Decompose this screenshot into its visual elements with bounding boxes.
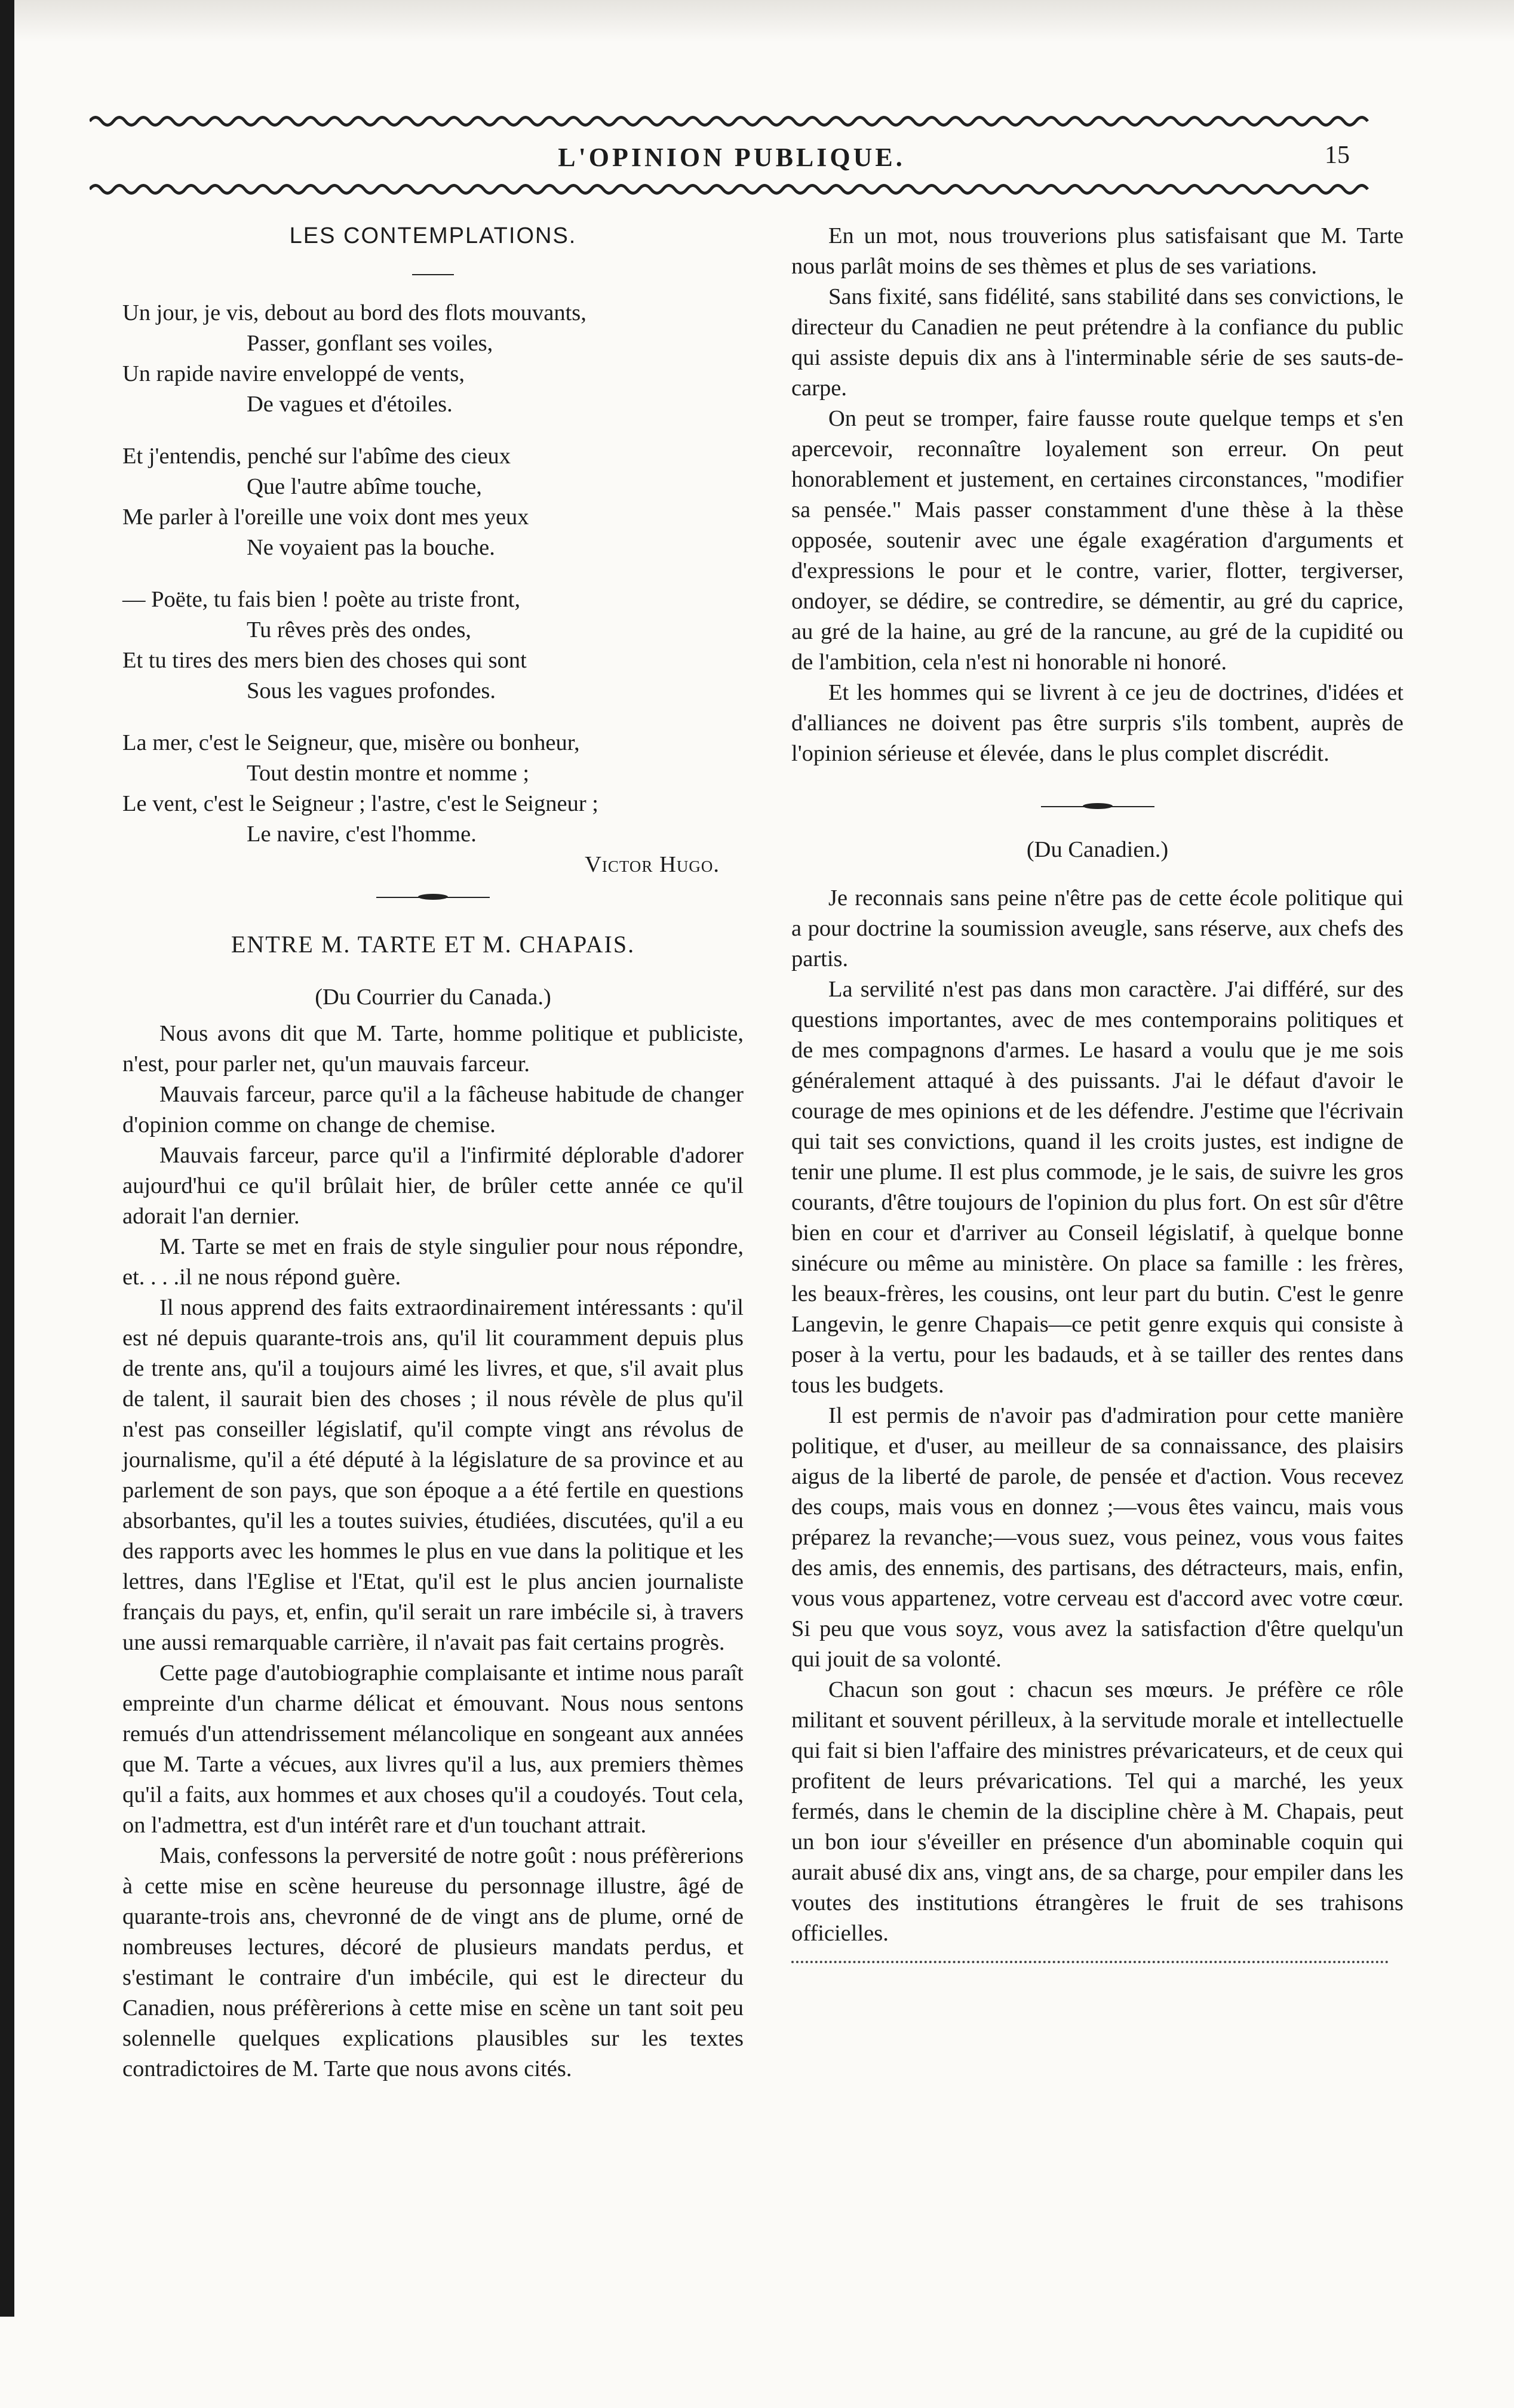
poem-line: La mer, c'est le Seigneur, que, misère ou bonheur,	[122, 730, 580, 755]
article-paragraph: Mais, confessons la perversité de notre goût : nous préfèrerions à cette mise en scène heureuse du personnage illustre, âgé de quarante-trois ans, chevronné de de vingt ans de plume, orné de nombreuses lectures, décoré de plusieurs mandats perdus, et s'estimant le contraire d'un imbécile, qui est le directeur du Canadien, nous préfèrerions à cette mise en scène un tant soit peu solennelle quelques explications plausibles sur les textes contradictoires de M. Tarte que nous avons cités.	[122, 1843, 744, 2081]
wavy-rule-top	[90, 113, 1374, 129]
article-title: ENTRE M. TARTE ET M. CHAPAIS.	[231, 931, 635, 958]
poem-stanza	[122, 585, 744, 706]
poem-line: Et tu tires des mers bien des choses qui sont	[122, 648, 527, 673]
section-separator	[791, 793, 1404, 820]
poem-line: Sous les vagues profondes.	[247, 678, 496, 703]
wavy-rule-bottom	[90, 182, 1374, 197]
article-paragraph: On peut se tromper, faire fausse route quelque temps et s'en apercevoir, reconnaître loyalement son erreur. On peut honorablement et justement, en certaines circonstances, "modifier sa pensée." Mais passer constamment d'une thèse à la thèse opposée, soutenir avec une égale exagération d'arguments et d'expressions le pour et le contre, varier, flotter, tergiverser, ondoyer, se dédire, se contredire, se démentir, au gré du caprice, au gré de la haine, au gré de la rancune, au gré de la cupidité ou de l'ambition, cela n'est ni honorable ni honoré.	[791, 406, 1404, 675]
article-paragraph: Cette page d'autobiographie complaisante et intime nous paraît empreinte d'un charme délicat et émouvant. Nous nous sentons remués d'un attendrissement mélancolique en songeant aux années que M. Tarte a vécues, aux livres qu'il a lus, aux premiers thèmes qu'il a faits, aux hommes et aux choses qu'il a coudoyés. Tout cela, on l'admettra, est d'un intérêt rare et d'un touchant attrait.	[122, 1660, 744, 1838]
poem-line: Tout destin montre et nomme ;	[247, 761, 530, 786]
scan-top-shade	[0, 0, 1514, 42]
poem-line: Le navire, c'est l'homme.	[247, 822, 477, 847]
article-paragraph: La servilité n'est pas dans mon caractère. J'ai différé, sur des questions importantes, avec de mes contemporains politiques et de mes compagnons d'armes. Le hasard a voulu que je me sois généralement attaqué à des puissants. J'ai le défaut d'avoir le courage de mes opinions et de les défendre. J'estime que l'écrivain qui tait ses convictions, quand il les croits justes, est indigne de tenir une plume. Il est plus commode, je le sais, de suivre les gros courants, d'être toujours de l'opinion du plus fort. On est sûr d'être bien en cour et d'arriver au Conseil législatif, à quelque bonne sinécure ou même au ministère. On place sa famille : les frères, les beaux-frères, les cousins, ont leur part du butin. C'est le genre Langevin, le genre Chapais—ce petit genre exquis qui consiste à poser à la vertu, pour les badauds, et à se tailler des rentes dans tous les budgets.	[791, 977, 1404, 1398]
article-paragraph: Sans fixité, sans fidélité, sans stabilité dans ses convictions, le directeur du Canadien ne peut prétendre à la confiance du public qui assiste depuis dix ans à l'interminable série de ses sauts-de-carpe.	[791, 284, 1404, 401]
poem-line: Tu rêves près des ondes,	[247, 617, 472, 642]
poem-line: Ne voyaient pas la bouche.	[247, 535, 495, 560]
title-rule	[412, 274, 454, 275]
poem-line: Le vent, c'est le Seigneur ; l'astre, c'est le Seigneur ;	[122, 791, 598, 816]
article-paragraph: Il nous apprend des faits extraordinairement intéressants : qu'il est né depuis quarante-trois ans, qu'il lit couramment depuis plus de trente ans, qu'il a toujours aimé les livres, et que, s'il avait plus de talent, il saurait bien des choses ; il nous révèle de plus qu'il n'est pas conseiller législatif, qu'il compte vingt ans révolus de journalisme, qu'il a été député à la législature de sa province et au parlement de son pays, que son époque a a été fertile en questions absorbantes, qu'il les a toutes suivies, étudiées, discutées, qu'il a eu des rapports avec les hommes le plus en vue dans la politique et les lettres, dans l'Eglise et l'Etat, qu'il est le plus ancien journaliste français du pays, et, enfin, qu'il serait un rare imbécile si, à travers une aussi remarquable carrière, il n'avait pas fait certains progrès.	[122, 1295, 744, 1655]
article-paragraph: Et les hommes qui se livrent à ce jeu de doctrines, d'idées et d'alliances ne doivent pas être surpris s'ils tombent, auprès de l'opinion sérieuse et élevée, dans le plus complet discrédit.	[791, 680, 1404, 766]
article-paragraph: Je reconnais sans peine n'être pas de cette école politique qui a pour doctrine la soumission aveugle, sans réserve, aux chefs des partis.	[791, 885, 1404, 971]
poem-line: — Poëte, tu fais bien ! poète au triste front,	[122, 587, 521, 612]
article-paragraph: Nous avons dit que M. Tarte, homme politique et publiciste, n'est, pour parler net, qu'un mauvais farceur.	[122, 1021, 744, 1077]
article-paragraph: Mauvais farceur, parce qu'il a la fâcheuse habitude de changer d'opinion comme on change de chemise.	[122, 1082, 744, 1137]
poem-line: Que l'autre abîme touche,	[247, 474, 482, 499]
page-header	[90, 113, 1374, 203]
poem-line: Et j'entendis, penché sur l'abîme des cieux	[122, 444, 511, 469]
article-paragraph: Il est permis de n'avoir pas d'admiration pour cette manière politique, et d'user, au meilleur de sa connaissance, des plaisirs aigus de la liberté de parole, de pensée et d'action. Vous recevez des coups, mais vous en donnez ;—vous êtes vaincu, mais vous préparez la revanche;—vous suez, vous peinez, vous vous faites des amis, des ennemis, des partisans, des détracteurs, mais, enfin, vous vous appartenez, votre cerveau est d'accord avec votre cœur. Si peu que vous soyz, vous avez la satisfaction d'être quelqu'un qui jouit de sa volonté.	[791, 1403, 1404, 1672]
poem-line: Un jour, je vis, debout au bord des flots mouvants,	[122, 300, 586, 325]
poem-stanza	[122, 298, 744, 420]
poem-line: De vagues et d'étoiles.	[247, 392, 453, 417]
article-paragraph: M. Tarte se met en frais de style singulier pour nous répondre, et. . . .il ne nous répond guère.	[122, 1234, 744, 1290]
article-paragraph: Chacun son gout : chacun ses mœurs. Je préfère ce rôle militant et souvent périlleux, à la servitude morale et intellectuelle qui fait si bien l'affaire des ministres prévaricateurs, et de ceux qui profitent de leurs prévarications. Tel qui a marché, les yeux fermés, dans le chemin de la discipline chère à M. Chapais, peut un bon iour s'éveiller en présence d'un abominable coquin qui aurait abusé dix ans, vingt ans, de sa charge, pour empiler dans les voutes des institutions étrangères le fruit de ses trahisons officielles.	[791, 1677, 1404, 1946]
masthead-title: L'OPINION PUBLIQUE.	[558, 143, 905, 172]
page-binding-edge	[0, 0, 14, 2317]
poem-line: Me parler à l'oreille une voix dont mes yeux	[122, 505, 529, 530]
article-paragraph: Mauvais farceur, parce qu'il a l'infirmité déplorable d'adorer aujourd'hui ce qu'il brûlait hier, de brûler cette année ce qu'il adorait l'an dernier.	[122, 1143, 744, 1229]
right-column	[791, 221, 1404, 1963]
section-separator	[122, 884, 744, 911]
left-column	[122, 221, 744, 2084]
poem-stanza	[122, 441, 744, 563]
poem-line: Passer, gonflant ses voiles,	[247, 331, 493, 356]
poem-line: Un rapide navire enveloppé de vents,	[122, 361, 465, 386]
poem-title: LES CONTEMPLATIONS.	[289, 223, 577, 248]
article-source: (Du Courrier du Canada.)	[315, 985, 551, 1010]
article-paragraph: En un mot, nous trouverions plus satisfaisant que M. Tarte nous parlât moins de ses thèmes et plus de ses variations.	[791, 223, 1404, 279]
poem-stanza	[122, 728, 744, 850]
dotted-rule	[791, 1961, 1389, 1963]
article-source: (Du Canadien.)	[1026, 837, 1169, 862]
page-number: 15	[1325, 142, 1350, 169]
poem-author: Victor Hugo.	[585, 852, 720, 877]
